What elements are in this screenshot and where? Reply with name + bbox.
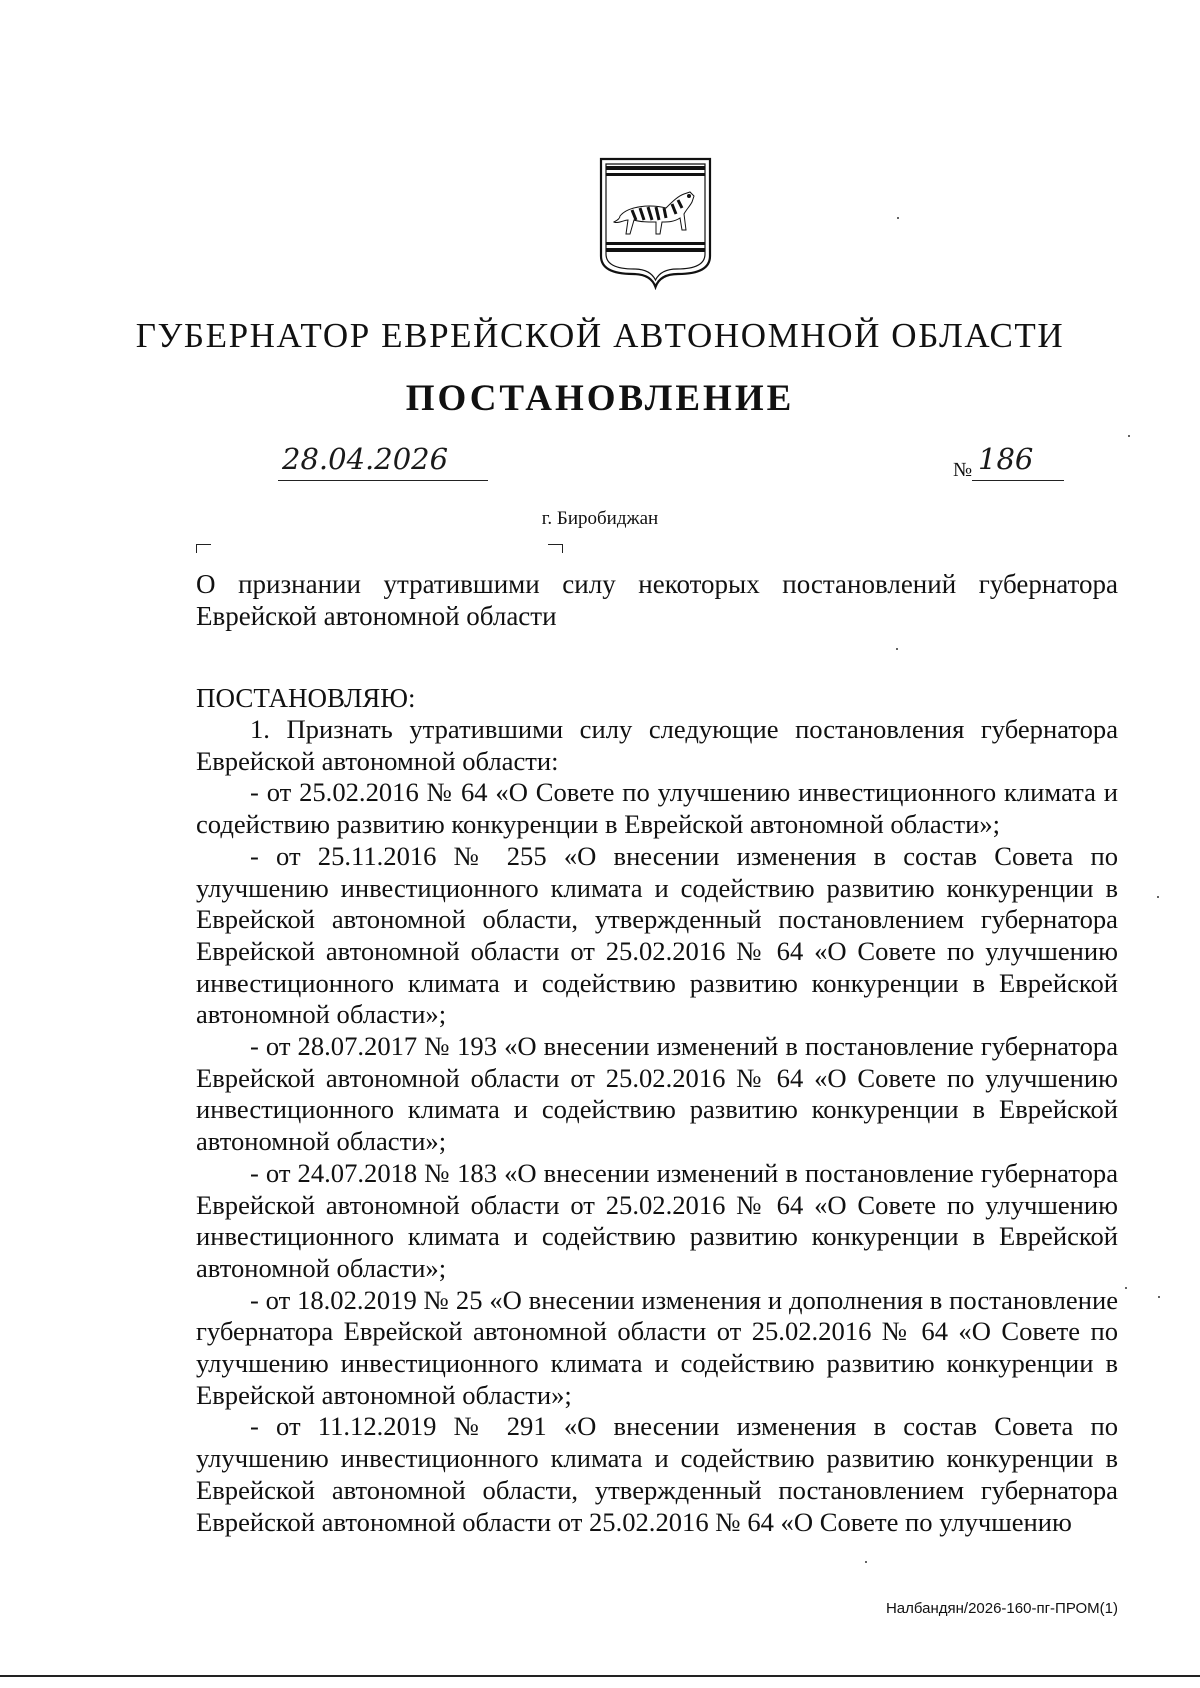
document-type-title: ПОСТАНОВЛЕНИЕ [405,378,795,419]
file-code: Налбандян/2026-160-пг-ПРОМ(1) [885,1600,1118,1617]
scan-speck [1157,896,1159,898]
paragraph: - от 25.02.2016 № 64 «О Совете по улучшению инвестиционного климата и содействию развитию конкуренции в Еврейской автономной области»; [196,777,1118,840]
scan-speck [865,1561,867,1563]
scan-speck [897,217,899,219]
paragraph: - от 18.02.2019 № 25 «О внесении изменения и дополнения в постановление губернатора Еврейской автономной области от 25.02.2016 № 64 «О Совете по улучшению инвестиционного климата и содействию развитию конкуренции в Еврейской автономной области»; [196,1284,1118,1410]
document-body [196,714,1118,1538]
subject-corner-left [196,544,211,553]
subject-corner-right [548,544,563,553]
paragraph: 1. Признать утратившими силу следующие постановления губернатора Еврейской автономной области: [196,714,1118,776]
bottom-rule [0,1675,1200,1677]
paragraph: - от 24.07.2018 № 183 «О внесении изменений в постановление губернатора Еврейской автономной области от 25.02.2016 № 64 «О Совете по улучшению инвестиционного климата и содействию развитию конкуренции в Еврейской автономной области»; [196,1157,1118,1283]
paragraph: - от 28.07.2017 № 193 «О внесении изменений в постановление губернатора Еврейской автономной области от 25.02.2016 № 64 «О Совете по улучшению инвестиционного климата и содействию развитию конкуренции в Еврейской автономной области»; [196,1031,1118,1157]
paragraph: - от 11.12.2019 № 291 «О внесении изменения в состав Совета по улучшению инвестиционного климата и содействию развитию конкуренции в Еврейской автономной области, утвержденный постановлением губернатора Еврейской автономной области от 25.02.2016 № 64 «О Совете по улучшению [196,1411,1118,1537]
handwritten-date: 28.04.2026 [282,442,449,476]
coat-of-arms-tiger-icon [598,156,713,290]
document-subject: О признании утратившими силу некоторых постановлений губернатора Еврейской автономной области [196,569,1118,631]
number-underline [972,480,1064,481]
paragraph: - от 25.11.2016 № 255 «О внесении изменения в состав Совета по улучшению инвестиционного климата и содействию развитию конкуренции в Еврейской автономной области, утвержденный постановлением губернатора Еврейской автономной области от 25.02.2016 № 64 «О Совете по улучшению инвестиционного климата и содействию развитию конкуренции в Еврейской автономной области»; [196,840,1118,1030]
scan-speck [1158,1296,1160,1298]
date-underline [278,480,488,481]
handwritten-number: 186 [978,442,1034,476]
scan-speck [1125,1287,1127,1289]
organization-title: ГУБЕРНАТОР ЕВРЕЙСКОЙ АВТОНОМНОЙ ОБЛАСТИ [135,316,1065,355]
preamble: ПОСТАНОВЛЯЮ: [196,683,416,713]
scan-speck [1128,435,1130,437]
scan-speck [896,648,898,650]
number-label: № [953,459,973,481]
city-line: г. Биробиджан [541,508,659,529]
